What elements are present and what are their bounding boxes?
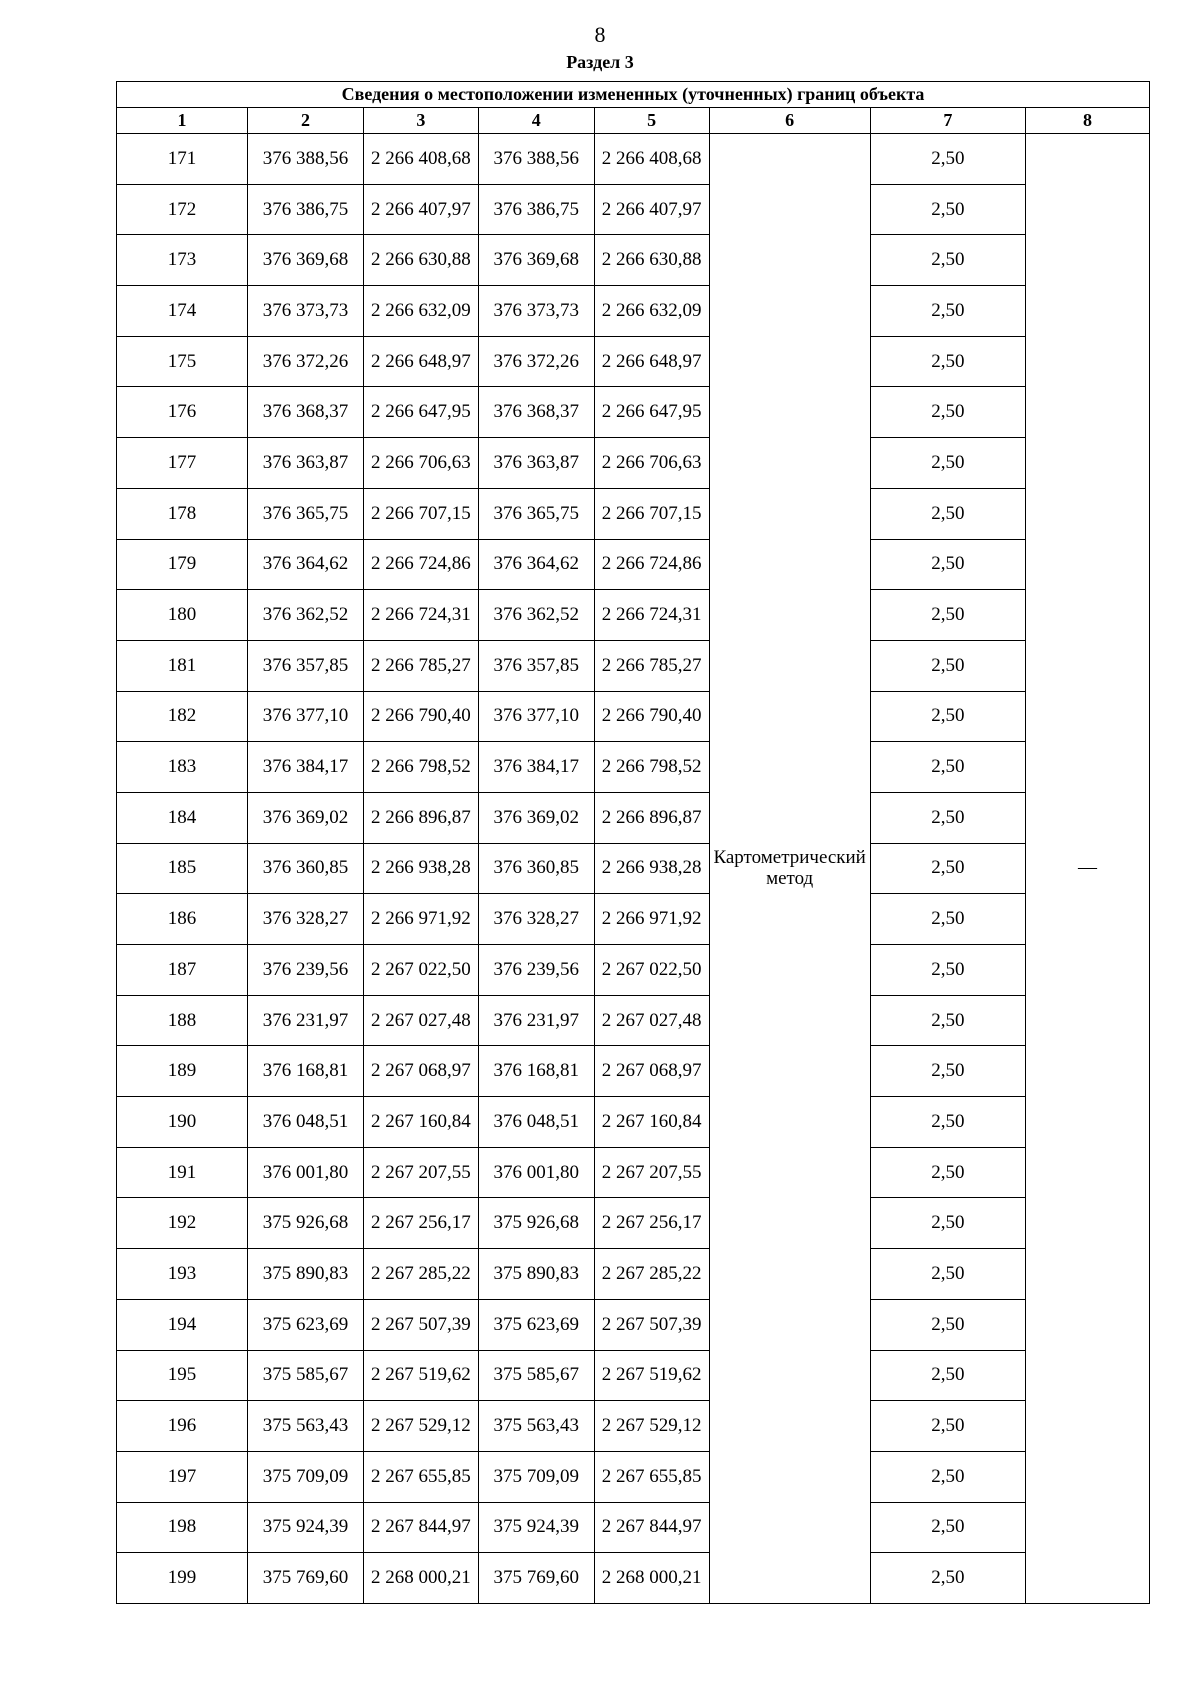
existing-y-cell: 2 266 648,97: [363, 336, 478, 387]
existing-y-cell: 2 266 798,52: [363, 742, 478, 793]
accuracy-cell: 2,50: [870, 235, 1025, 286]
refined-x-cell: 376 372,26: [478, 336, 594, 387]
existing-y-cell: 2 267 844,97: [363, 1502, 478, 1553]
accuracy-cell: 2,50: [870, 1046, 1025, 1097]
refined-y-cell: 2 267 655,85: [594, 1451, 709, 1502]
existing-y-cell: 2 267 529,12: [363, 1401, 478, 1452]
existing-y-cell: 2 268 000,21: [363, 1553, 478, 1604]
refined-y-cell: 2 267 022,50: [594, 945, 709, 996]
table-row: [117, 590, 1150, 641]
existing-x-cell: 376 384,17: [248, 742, 364, 793]
refined-y-cell: 2 267 507,39: [594, 1299, 709, 1350]
refined-x-cell: 376 388,56: [478, 134, 594, 185]
column-number: 8: [1025, 108, 1149, 134]
accuracy-cell: 2,50: [870, 691, 1025, 742]
accuracy-cell: 2,50: [870, 134, 1025, 185]
accuracy-cell: 2,50: [870, 286, 1025, 337]
point-number-cell: 198: [117, 1502, 248, 1553]
existing-x-cell: 376 365,75: [248, 488, 364, 539]
existing-x-cell: 376 372,26: [248, 336, 364, 387]
column-number: 2: [248, 108, 364, 134]
refined-y-cell: 2 266 706,63: [594, 438, 709, 489]
table-row: [117, 286, 1150, 337]
existing-y-cell: 2 267 068,97: [363, 1046, 478, 1097]
existing-y-cell: 2 267 655,85: [363, 1451, 478, 1502]
table-row: [117, 792, 1150, 843]
point-number-cell: 195: [117, 1350, 248, 1401]
existing-x-cell: 375 709,09: [248, 1451, 364, 1502]
accuracy-cell: 2,50: [870, 336, 1025, 387]
existing-x-cell: 376 388,56: [248, 134, 364, 185]
refined-x-cell: 376 369,02: [478, 792, 594, 843]
point-number-cell: 171: [117, 134, 248, 185]
existing-y-cell: 2 267 285,22: [363, 1249, 478, 1300]
point-number-cell: 190: [117, 1097, 248, 1148]
accuracy-cell: 2,50: [870, 1249, 1025, 1300]
column-number: 4: [478, 108, 594, 134]
point-number-cell: 183: [117, 742, 248, 793]
existing-x-cell: 376 168,81: [248, 1046, 364, 1097]
existing-y-cell: 2 266 647,95: [363, 387, 478, 438]
refined-y-cell: 2 266 896,87: [594, 792, 709, 843]
accuracy-cell: 2,50: [870, 1350, 1025, 1401]
existing-y-cell: 2 266 408,68: [363, 134, 478, 185]
table-row: [117, 640, 1150, 691]
refined-y-cell: 2 266 632,09: [594, 286, 709, 337]
refined-x-cell: 375 563,43: [478, 1401, 594, 1452]
refined-y-cell: 2 267 519,62: [594, 1350, 709, 1401]
existing-y-cell: 2 266 896,87: [363, 792, 478, 843]
table-row: [117, 1046, 1150, 1097]
refined-x-cell: 376 377,10: [478, 691, 594, 742]
refined-y-cell: 2 266 938,28: [594, 843, 709, 894]
refined-y-cell: 2 266 407,97: [594, 184, 709, 235]
accuracy-cell: 2,50: [870, 843, 1025, 894]
refined-y-cell: 2 267 256,17: [594, 1198, 709, 1249]
accuracy-cell: 2,50: [870, 1299, 1025, 1350]
point-number-cell: 191: [117, 1147, 248, 1198]
refined-y-cell: 2 266 724,31: [594, 590, 709, 641]
accuracy-cell: 2,50: [870, 742, 1025, 793]
existing-x-cell: 376 364,62: [248, 539, 364, 590]
refined-x-cell: 376 373,73: [478, 286, 594, 337]
table-row: [117, 539, 1150, 590]
page-number: 8: [594, 22, 606, 47]
point-number-cell: 182: [117, 691, 248, 742]
refined-x-cell: 375 890,83: [478, 1249, 594, 1300]
refined-y-cell: 2 266 785,27: [594, 640, 709, 691]
refined-y-cell: 2 267 285,22: [594, 1249, 709, 1300]
refined-y-cell: 2 266 798,52: [594, 742, 709, 793]
refined-y-cell: 2 268 000,21: [594, 1553, 709, 1604]
table-row: [117, 995, 1150, 1046]
table-row: [117, 438, 1150, 489]
table-row: [117, 1451, 1150, 1502]
point-number-cell: 176: [117, 387, 248, 438]
refined-x-cell: 375 926,68: [478, 1198, 594, 1249]
point-number-cell: 180: [117, 590, 248, 641]
refined-x-cell: 376 231,97: [478, 995, 594, 1046]
refined-x-cell: 376 365,75: [478, 488, 594, 539]
existing-x-cell: 376 369,68: [248, 235, 364, 286]
existing-y-cell: 2 266 630,88: [363, 235, 478, 286]
table-row: [117, 336, 1150, 387]
table-row: [117, 488, 1150, 539]
point-number-cell: 197: [117, 1451, 248, 1502]
existing-x-cell: 376 363,87: [248, 438, 364, 489]
table-row: [117, 1401, 1150, 1452]
existing-y-cell: 2 267 519,62: [363, 1350, 478, 1401]
existing-y-cell: 2 267 160,84: [363, 1097, 478, 1148]
existing-y-cell: 2 266 706,63: [363, 438, 478, 489]
existing-x-cell: 375 926,68: [248, 1198, 364, 1249]
column-number: 5: [594, 108, 709, 134]
column-number: 1: [117, 108, 248, 134]
accuracy-cell: 2,50: [870, 1451, 1025, 1502]
refined-y-cell: 2 266 647,95: [594, 387, 709, 438]
refined-y-cell: 2 267 844,97: [594, 1502, 709, 1553]
refined-x-cell: 376 328,27: [478, 894, 594, 945]
existing-x-cell: 376 328,27: [248, 894, 364, 945]
existing-y-cell: 2 267 507,39: [363, 1299, 478, 1350]
refined-x-cell: 376 048,51: [478, 1097, 594, 1148]
column-number: 6: [709, 108, 870, 134]
accuracy-cell: 2,50: [870, 184, 1025, 235]
existing-x-cell: 376 368,37: [248, 387, 364, 438]
existing-x-cell: 376 360,85: [248, 843, 364, 894]
column-number: 7: [870, 108, 1025, 134]
existing-x-cell: 376 048,51: [248, 1097, 364, 1148]
method-cell: Картометрический метод: [709, 134, 870, 1604]
refined-y-cell: 2 267 160,84: [594, 1097, 709, 1148]
existing-y-cell: 2 266 724,31: [363, 590, 478, 641]
refined-x-cell: 376 357,85: [478, 640, 594, 691]
refined-x-cell: 375 769,60: [478, 1553, 594, 1604]
refined-x-cell: 376 384,17: [478, 742, 594, 793]
refined-x-cell: 376 364,62: [478, 539, 594, 590]
refined-x-cell: 376 386,75: [478, 184, 594, 235]
existing-y-cell: 2 266 407,97: [363, 184, 478, 235]
existing-x-cell: 376 239,56: [248, 945, 364, 996]
accuracy-cell: 2,50: [870, 387, 1025, 438]
existing-x-cell: 375 769,60: [248, 1553, 364, 1604]
accuracy-cell: 2,50: [870, 488, 1025, 539]
point-number-cell: 172: [117, 184, 248, 235]
existing-x-cell: 375 585,67: [248, 1350, 364, 1401]
section-title: Раздел 3: [566, 52, 634, 72]
accuracy-cell: 2,50: [870, 945, 1025, 996]
table-row: [117, 1350, 1150, 1401]
existing-x-cell: 376 377,10: [248, 691, 364, 742]
refined-y-cell: 2 266 707,15: [594, 488, 709, 539]
point-number-cell: 189: [117, 1046, 248, 1097]
accuracy-cell: 2,50: [870, 1097, 1025, 1148]
point-number-cell: 187: [117, 945, 248, 996]
point-number-cell: 178: [117, 488, 248, 539]
existing-x-cell: 375 623,69: [248, 1299, 364, 1350]
refined-x-cell: 376 369,68: [478, 235, 594, 286]
refined-x-cell: 375 709,09: [478, 1451, 594, 1502]
accuracy-cell: 2,50: [870, 894, 1025, 945]
existing-y-cell: 2 266 632,09: [363, 286, 478, 337]
point-number-cell: 188: [117, 995, 248, 1046]
note-cell: —: [1025, 134, 1149, 1604]
refined-x-cell: 375 924,39: [478, 1502, 594, 1553]
table-caption: Сведения о местоположении измененных (уточненных) границ объекта: [117, 82, 1150, 108]
existing-x-cell: 376 373,73: [248, 286, 364, 337]
existing-x-cell: 375 890,83: [248, 1249, 364, 1300]
existing-y-cell: 2 267 027,48: [363, 995, 478, 1046]
table-row: [117, 1502, 1150, 1553]
point-number-cell: 185: [117, 843, 248, 894]
accuracy-cell: 2,50: [870, 1553, 1025, 1604]
refined-x-cell: 376 363,87: [478, 438, 594, 489]
table-row: [117, 1249, 1150, 1300]
table-row: [117, 134, 1150, 185]
table-row: [117, 387, 1150, 438]
refined-y-cell: 2 266 724,86: [594, 539, 709, 590]
existing-x-cell: 376 369,02: [248, 792, 364, 843]
coordinates-table: [116, 81, 1150, 1604]
accuracy-cell: 2,50: [870, 792, 1025, 843]
table-row: [117, 843, 1150, 894]
table-row: [117, 184, 1150, 235]
table-body: [117, 134, 1150, 1604]
refined-y-cell: 2 267 529,12: [594, 1401, 709, 1452]
existing-y-cell: 2 266 971,92: [363, 894, 478, 945]
accuracy-cell: 2,50: [870, 995, 1025, 1046]
existing-y-cell: 2 267 022,50: [363, 945, 478, 996]
refined-x-cell: 376 239,56: [478, 945, 594, 996]
accuracy-cell: 2,50: [870, 438, 1025, 489]
existing-y-cell: 2 266 707,15: [363, 488, 478, 539]
point-number-cell: 177: [117, 438, 248, 489]
refined-y-cell: 2 267 027,48: [594, 995, 709, 1046]
table-row: [117, 235, 1150, 286]
existing-y-cell: 2 267 256,17: [363, 1198, 478, 1249]
refined-y-cell: 2 266 971,92: [594, 894, 709, 945]
existing-y-cell: 2 266 938,28: [363, 843, 478, 894]
existing-x-cell: 376 231,97: [248, 995, 364, 1046]
existing-y-cell: 2 266 785,27: [363, 640, 478, 691]
existing-x-cell: 376 001,80: [248, 1147, 364, 1198]
table-row: [117, 1553, 1150, 1604]
refined-y-cell: 2 267 068,97: [594, 1046, 709, 1097]
point-number-cell: 192: [117, 1198, 248, 1249]
table-row: [117, 1299, 1150, 1350]
refined-x-cell: 375 585,67: [478, 1350, 594, 1401]
refined-x-cell: 376 368,37: [478, 387, 594, 438]
table-row: [117, 1198, 1150, 1249]
existing-y-cell: 2 267 207,55: [363, 1147, 478, 1198]
point-number-cell: 184: [117, 792, 248, 843]
existing-x-cell: 376 362,52: [248, 590, 364, 641]
accuracy-cell: 2,50: [870, 1147, 1025, 1198]
refined-x-cell: 376 360,85: [478, 843, 594, 894]
table-row: [117, 691, 1150, 742]
point-number-cell: 186: [117, 894, 248, 945]
column-number-row: [117, 108, 1150, 134]
point-number-cell: 175: [117, 336, 248, 387]
refined-y-cell: 2 266 630,88: [594, 235, 709, 286]
existing-y-cell: 2 266 790,40: [363, 691, 478, 742]
refined-x-cell: 376 168,81: [478, 1046, 594, 1097]
refined-y-cell: 2 267 207,55: [594, 1147, 709, 1198]
point-number-cell: 181: [117, 640, 248, 691]
accuracy-cell: 2,50: [870, 590, 1025, 641]
table-row: [117, 1147, 1150, 1198]
refined-y-cell: 2 266 790,40: [594, 691, 709, 742]
column-number: 3: [363, 108, 478, 134]
existing-x-cell: 376 386,75: [248, 184, 364, 235]
point-number-cell: 196: [117, 1401, 248, 1452]
point-number-cell: 193: [117, 1249, 248, 1300]
table-row: [117, 1097, 1150, 1148]
point-number-cell: 199: [117, 1553, 248, 1604]
table-row: [117, 945, 1150, 996]
refined-x-cell: 375 623,69: [478, 1299, 594, 1350]
refined-y-cell: 2 266 408,68: [594, 134, 709, 185]
existing-x-cell: 375 563,43: [248, 1401, 364, 1452]
accuracy-cell: 2,50: [870, 539, 1025, 590]
existing-y-cell: 2 266 724,86: [363, 539, 478, 590]
point-number-cell: 173: [117, 235, 248, 286]
accuracy-cell: 2,50: [870, 640, 1025, 691]
refined-x-cell: 376 362,52: [478, 590, 594, 641]
accuracy-cell: 2,50: [870, 1401, 1025, 1452]
accuracy-cell: 2,50: [870, 1198, 1025, 1249]
point-number-cell: 194: [117, 1299, 248, 1350]
existing-x-cell: 375 924,39: [248, 1502, 364, 1553]
point-number-cell: 179: [117, 539, 248, 590]
accuracy-cell: 2,50: [870, 1502, 1025, 1553]
refined-y-cell: 2 266 648,97: [594, 336, 709, 387]
table-row: [117, 742, 1150, 793]
refined-x-cell: 376 001,80: [478, 1147, 594, 1198]
point-number-cell: 174: [117, 286, 248, 337]
existing-x-cell: 376 357,85: [248, 640, 364, 691]
table-row: [117, 894, 1150, 945]
